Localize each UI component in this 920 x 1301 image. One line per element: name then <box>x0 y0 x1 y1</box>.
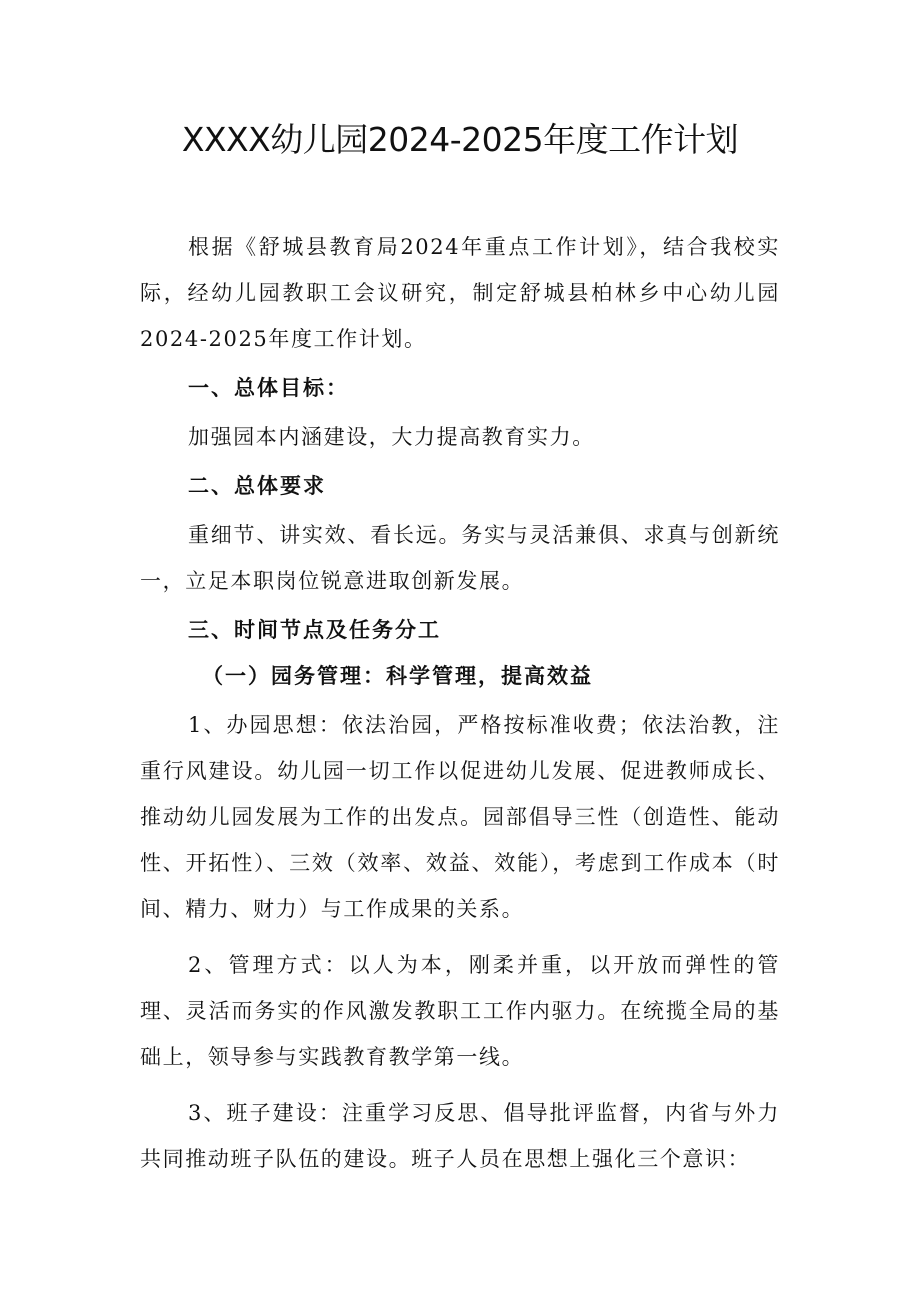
list-item: 2、管理方式：以人为本，刚柔并重，以开放而弹性的管理、灵活而务实的作风激发教职工工作内驱力。在统揽全局的基础上，领导参与实践教育教学第一线。 <box>140 953 780 1069</box>
intro-paragraph: 根据《舒城县教育局2024年重点工作计划》，结合我校实际，经幼儿园教职工会议研究，制定舒城县柏林乡中心幼儿园2024-2025年度工作计划。 <box>140 235 780 351</box>
document-body <box>140 224 780 1182</box>
list-item: 3、班子建设：注重学习反思、倡导批评监督，内省与外力共同推动班子队伍的建设。班子人员在思想上强化三个意识： <box>140 1101 780 1171</box>
section-3-heading: 三、时间节点及任务分工 <box>188 618 441 642</box>
section-1-text: 加强园本内涵建设，大力提高教育实力。 <box>188 425 595 449</box>
document-title: XXXX幼儿园2024-2025年度工作计划 <box>181 120 739 159</box>
list-item: 1、办园思想：依法治园，严格按标准收费；依法治教，注重行风建设。幼儿园一切工作以促进幼儿发展、促进教师成长、推动幼儿园发展为工作的出发点。园部倡导三性（创造性、能动性、开拓性）、三效（效率、效益、效能），考虑到工作成本（时间、精力、财力）与工作成果的关系。 <box>140 713 780 921</box>
section-3-subheading: （一）园务管理：科学管理，提高效益 <box>202 664 593 688</box>
section-1-heading: 一、总体目标： <box>188 376 349 400</box>
section-2-text: 重细节、讲实效、看长远。务实与灵活兼俱、求真与创新统一，立足本职岗位锐意进取创新发展。 <box>140 523 780 593</box>
section-2-heading: 二、总体要求 <box>188 474 326 498</box>
